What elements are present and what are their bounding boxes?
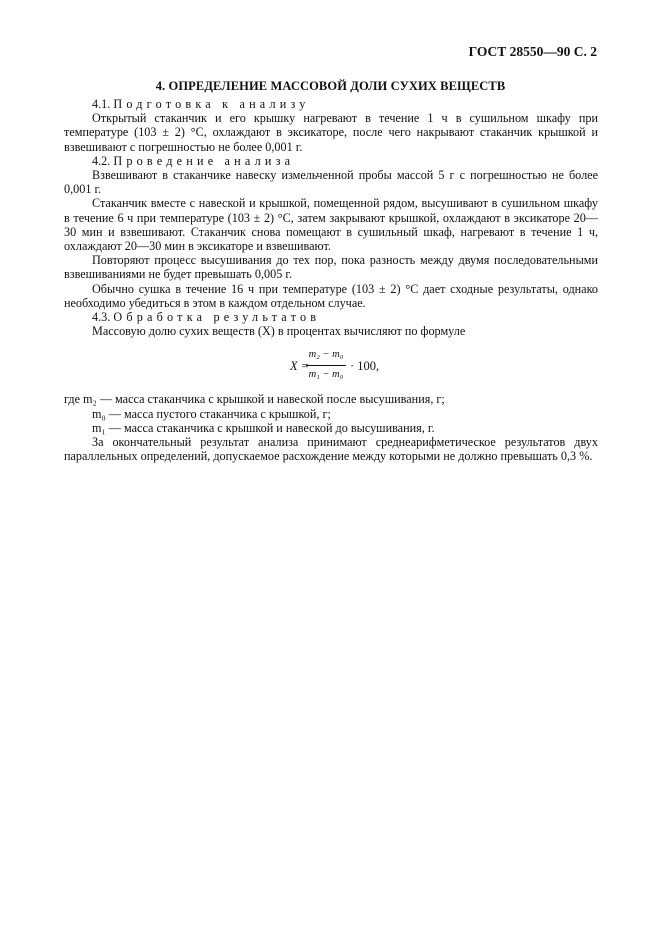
definition-m1: m₁ — масса стаканчика с крышкой и навеской до высушивания, г. (92, 420, 435, 435)
section-title: 4. ОПРЕДЕЛЕНИЕ МАССОВОЙ ДОЛИ СУХИХ ВЕЩЕСТВ (155, 79, 506, 93)
paragraph-4-1: Открытый стаканчик и его крышку нагревают в течение 1 ч в сушильном шкафу при температуре (103 ± 2) °С, охлаждают в эксикаторе, после чего накрывают стаканчик крышкой и взвешивают с погрешностью не более 0,001 г. (64, 111, 598, 154)
subsection-4-2-heading (64, 154, 598, 168)
paragraph-final: За окончательный результат анализа принимают среднеарифметическое результатов двух параллельных определений, допускаемое расхождение между которыми не должно превышать 0,3 %. (64, 435, 598, 464)
subsection-number: 4.3. (92, 310, 111, 325)
formula-denominator: m₁ − m₀ (308, 368, 344, 380)
subsection-number: 4.1. (92, 97, 111, 111)
formula-lhs: X = (290, 359, 310, 374)
definition-m0: m₀ — масса пустого стаканчика с крышкой, г; (92, 406, 331, 421)
subsection-number: 4.2. (92, 153, 111, 168)
paragraph-4-2-d: Обычно сушка в течение 16 ч при температуре (103 ± 2) °С дает сходные результаты, однако необходимо убедиться в этом в каждом отдельном случае. (64, 281, 598, 310)
fraction-bar (306, 365, 346, 366)
subsection-title: Подготовка к анализу (113, 97, 310, 111)
subsection-title: Проведение анализа (113, 153, 295, 168)
definition-m2: где m₂ — масса стаканчика с крышкой и навеской после высушивания, г; (64, 392, 445, 407)
formula-rhs: · 100, (350, 359, 380, 374)
formula-numerator: m₂ − m₀ (308, 349, 344, 361)
document-body (64, 97, 598, 463)
document-header: ГОСТ 28550—90 С. 2 (468, 44, 597, 59)
formula (64, 346, 598, 386)
paragraph-4-2-a: Взвешивают в стаканчике навеску измельченной пробы массой 5 г с погрешностью не более 0,001 г. (64, 168, 598, 197)
paragraph-4-2-c: Повторяют процесс высушивания до тех пор, пока разность между двумя последовательными взвешиваниями не будет превышать 0,005 г. (64, 253, 598, 282)
subsection-4-3-heading (64, 310, 598, 324)
formula-fraction (306, 348, 346, 381)
subsection-title: Обработка результатов (113, 310, 321, 325)
paragraph-4-2-b: Стаканчик вместе с навеской и крышкой, помещенной рядом, высушивают в сушильном шкафу в течение 6 ч при температуре (103 ± 2) °С, затем закрывают крышкой, охлаждают в эксикаторе 20—30 мин и взвешивают. Стаканчик снова помещают в сушильный шкаф, нагревают в течение 1 ч, охлаждают 20—30 мин в эксикаторе и взвешивают. (64, 196, 598, 254)
paragraph-4-3: Массовую долю сухих веществ (X) в процентах вычисляют по формуле (92, 324, 466, 339)
subsection-4-1-heading (64, 97, 598, 111)
